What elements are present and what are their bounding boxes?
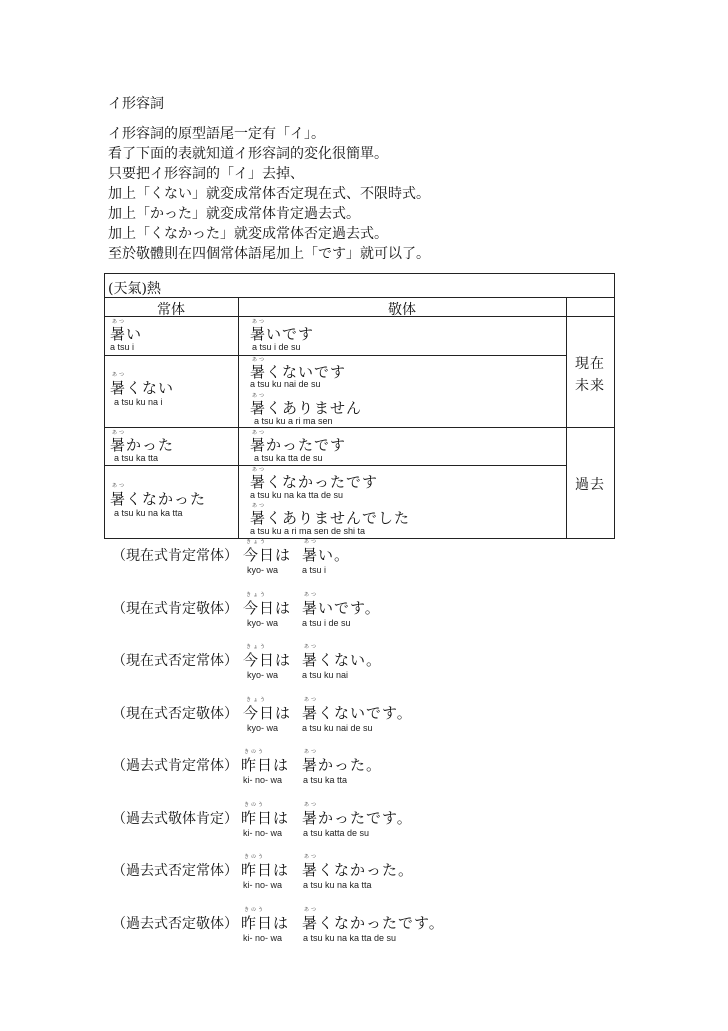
intro-line: 只要把イ形容詞的「イ」去掉、 <box>108 166 304 182</box>
example-label: （現在式肯定常体） <box>112 548 238 564</box>
romaji: kyo- wa <box>247 670 279 680</box>
furigana: きょう <box>246 697 268 703</box>
furigana: あつ <box>304 907 319 913</box>
example-word: 暑くなかった。 <box>302 861 415 879</box>
romaji: a tsu ku na ka tta <box>303 880 372 890</box>
table-row-polite-word: 暑くありません <box>250 399 363 417</box>
table-row-polite-word: 暑かったです <box>250 436 347 454</box>
romaji: ki- no- wa <box>243 775 283 785</box>
furigana: あつ <box>304 539 319 545</box>
romaji: ki- no- wa <box>243 828 283 838</box>
romaji: a tsu ka tta de su <box>254 453 323 463</box>
furigana: きのう <box>244 907 266 913</box>
intro-line: イ形容詞的原型語尾一定有「イ」。 <box>108 126 325 142</box>
romaji: a tsu katta de su <box>303 828 370 838</box>
romaji: a tsu i de su <box>302 618 351 628</box>
table-row-polite-word: 暑くないです <box>250 363 347 381</box>
example-word: 今日は <box>243 599 292 617</box>
tense-label-past: 過去 <box>575 477 605 493</box>
example-label: （現在式否定常体） <box>112 653 238 669</box>
romaji: a tsu i <box>302 565 327 575</box>
furigana: あつ <box>252 503 267 509</box>
furigana: あつ <box>304 854 319 860</box>
furigana: あつ <box>252 357 267 363</box>
furigana: あつ <box>304 697 319 703</box>
romaji: a tsu ka tta <box>114 453 159 463</box>
intro-line: 加上「くない」就変成常体否定現在式、不限時式。 <box>108 186 430 202</box>
example-word: 暑かった。 <box>302 756 383 774</box>
table-row-plain-word: 暑い <box>110 325 143 343</box>
table-caption: (天氣)熱 <box>108 281 161 297</box>
example-word: 暑くないです。 <box>302 704 413 722</box>
romaji: kyo- wa <box>247 618 279 628</box>
intro-line: 加上「くなかった」就変成常体否定過去式。 <box>108 226 388 242</box>
example-label: （過去式敬体肯定） <box>112 811 238 827</box>
romaji: a tsu i <box>110 342 135 352</box>
romaji: a tsu ku na ka tta de su <box>303 933 397 943</box>
example-label: （過去式否定敬体） <box>112 916 238 932</box>
romaji: a tsu i de su <box>252 342 301 352</box>
romaji: ki- no- wa <box>243 933 283 943</box>
furigana: あつ <box>252 393 267 399</box>
example-label: （現在式肯定敬体） <box>112 601 238 617</box>
table-row-polite-word: 暑くありませんでした <box>250 509 411 527</box>
furigana: あつ <box>112 319 127 325</box>
romaji: a tsu ku na i <box>114 397 163 407</box>
furigana: きょう <box>246 644 268 650</box>
romaji: a tsu ka tta <box>303 775 348 785</box>
romaji: a tsu ku na ka tta <box>114 508 183 518</box>
furigana: きょう <box>246 539 268 545</box>
example-word: 今日は <box>243 651 292 669</box>
example-word: 昨日は <box>241 809 290 827</box>
furigana: きょう <box>246 592 268 598</box>
example-word: 暑いです。 <box>302 599 381 617</box>
furigana: あつ <box>252 467 267 473</box>
example-label: （過去式否定常体） <box>112 863 238 879</box>
furigana: あつ <box>252 430 267 436</box>
romaji: a tsu ku nai de su <box>250 379 321 389</box>
tense-label-present: 現在 未来 <box>575 356 605 394</box>
table-row-plain-word: 暑くない <box>110 379 175 397</box>
romaji: kyo- wa <box>247 565 279 575</box>
intro-line: 看了下面的表就知道イ形容詞的変化很簡單。 <box>108 146 388 162</box>
romaji: kyo- wa <box>247 723 279 733</box>
example-word: 暑かったです。 <box>302 809 413 827</box>
furigana: あつ <box>304 802 319 808</box>
example-word: 暑い。 <box>302 546 351 564</box>
table-row-polite-word: 暑くなかったです <box>250 473 379 491</box>
column-header-polite: 敬体 <box>388 302 416 318</box>
example-label: （過去式肯定常体） <box>112 758 238 774</box>
romaji: a tsu ku a ri ma sen <box>254 416 333 426</box>
table-row-plain-word: 暑くなかった <box>110 490 207 508</box>
example-word: 昨日は <box>241 861 290 879</box>
column-header-plain: 常体 <box>157 302 185 318</box>
page-title: イ形容詞 <box>108 96 164 112</box>
romaji: a tsu ku nai de su <box>302 723 373 733</box>
furigana: きのう <box>244 854 266 860</box>
example-word: 昨日は <box>241 756 290 774</box>
table-row-plain-word: 暑かった <box>110 436 175 454</box>
furigana: きのう <box>244 802 266 808</box>
example-word: 今日は <box>243 704 292 722</box>
furigana: あつ <box>112 483 127 489</box>
example-word: 暑くなかったです。 <box>302 914 445 932</box>
example-word: 暑くない。 <box>302 651 383 669</box>
romaji: a tsu ku nai <box>302 670 349 680</box>
intro-line: 至於敬體則在四個常体語尾加上「です」就可以了。 <box>108 246 430 262</box>
example-label: （現在式否定敬体） <box>112 706 238 722</box>
furigana: あつ <box>112 430 127 436</box>
example-word: 今日は <box>243 546 292 564</box>
furigana: きのう <box>244 749 266 755</box>
romaji: a tsu ku a ri ma sen de shi ta <box>250 526 366 536</box>
furigana: あつ <box>112 372 127 378</box>
furigana: あつ <box>304 644 319 650</box>
furigana: あつ <box>304 749 319 755</box>
furigana: あつ <box>304 592 319 598</box>
table-row-polite-word: 暑いです <box>250 325 315 343</box>
example-word: 昨日は <box>241 914 290 932</box>
intro-line: 加上「かった」就変成常体肯定過去式。 <box>108 206 360 222</box>
romaji: a tsu ku na ka tta de su <box>250 490 344 500</box>
furigana: あつ <box>252 319 267 325</box>
romaji: ki- no- wa <box>243 880 283 890</box>
